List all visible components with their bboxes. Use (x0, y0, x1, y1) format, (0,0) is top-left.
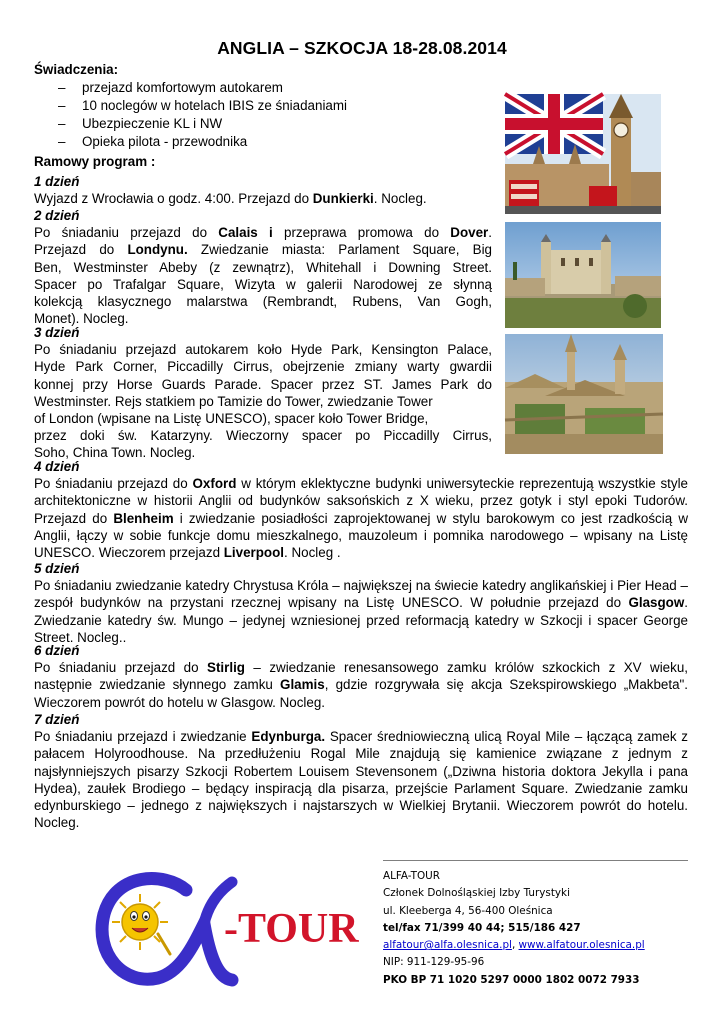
footer-divider (383, 860, 688, 861)
logo-text: -TOUR (224, 906, 359, 952)
membership: Członek Dolnośląskiej Izby Turystyki (383, 887, 570, 900)
day-text: konnej przy Horse Guards Parade. Spacer przez ST. James Park do (34, 376, 492, 392)
oxford-photo (505, 334, 663, 454)
day-4-section (34, 458, 688, 561)
nip: NIP: 911-129-95-96 (383, 956, 485, 969)
day-label: 6 dzień (34, 643, 80, 658)
bank-account: PKO BP 71 1020 5297 0000 1802 0072 7933 (383, 973, 640, 986)
benefit-item: – 10 noclegów w hotelach IBIS ze śniadaniami (58, 98, 347, 113)
day-text: Po śniadaniu zwiedzanie katedry Chrystusa Króla – największej na świecie katedry anglikańskiej i Pier Head – zespół budynków na przystani rzecznej wpisany na Listę UNESCO. W południe przejazd do Glasgow. Zwiedzanie katedry św. Mungo – jedynej wzniesionej przed reformacją katedry w Szkocji i spacer George Street. Nocleg.. (34, 578, 688, 645)
day-2-section (34, 207, 492, 327)
day-text: przez doki św. Katarzyny. Wieczorny spacer po Piccadilly Cirrus, (34, 428, 492, 444)
day-text: Monet). Nocleg. (34, 311, 129, 327)
day-label: 1 dzień (34, 174, 80, 189)
day-7-section (34, 711, 688, 831)
day-5-section (34, 560, 688, 646)
benefit-item: – przejazd komfortowym autokarem (58, 80, 283, 95)
day-6-section (34, 642, 688, 711)
day-text: Po śniadaniu przejazd autokarem koło Hyde Park, Kensington Palace, (34, 342, 492, 358)
day-text: Wyjazd z Wrocławia o godz. 4:00. Przejazd do Dunkierki. Nocleg. (34, 191, 427, 207)
day-text: Przejazd do Londynu. Zwiedzanie miasta: Parlament Square, Big (34, 242, 493, 258)
day-label: 7 dzień (34, 712, 80, 727)
day-text: Po śniadaniu przejazd i zwiedzanie Edynburga. Spacer średniowieczną ulicą Royal Mile – łączącą zamek z pałacem Holyroodhouse. Na przedłużeniu Rogal Mile znajdują się kamienice związane z jednym z najsłynniejszych pisarzy Szkocji Robertem Louisem Stevensonem („Dziwna historia doktora Jekylla i pana Hydea), zaułek Brodiego – będący inspiracją dla pisarza, przejście Parlament Square. Zwiedzanie zamku edynburskiego – jednego z największych i najstarszych w Wielkiej Brytanii. Wieczorem powrót do hotelu. Nocleg. (34, 729, 688, 831)
alfa-tour-logo (94, 862, 359, 992)
sun-mascot-icon (112, 894, 170, 954)
day-3-section (34, 324, 492, 462)
email-link[interactable]: alfatour@alfa.olesnica.pl (383, 939, 512, 952)
benefit-item: – Opieka pilota - przewodnika (58, 134, 248, 149)
day-text: Spacer po Trafalgar Square, Wizyta w galerii Narodowej ze słynną (34, 276, 492, 292)
day-text: kolekcją klasycznego malarstwa (Rembrandt, Rubens, Van Gogh, (34, 294, 492, 310)
address: ul. Kleeberga 4, 56-400 Oleśnica (383, 904, 553, 917)
day-text: Soho, China Town. Nocleg. (34, 445, 196, 461)
page-title: ANGLIA – SZKOCJA 18-28.08.2014 (217, 38, 507, 58)
day-text: Hyde Park Corner, Piccadilly Cirrus, obejrzenie zmiany warty gwardii (34, 359, 492, 375)
day-label: 2 dzień (34, 208, 80, 223)
day-text: Westminster. Rejs statkiem po Tamizie do Tower, zwiedzanie Tower (34, 393, 433, 409)
benefits-list (34, 79, 347, 151)
benefit-item: – Ubezpieczenie KL i NW (58, 116, 223, 131)
day-label: 3 dzień (34, 325, 80, 340)
alpha-logo-icon (102, 879, 232, 980)
phone: tel/fax 71/399 40 44; 515/186 427 (383, 921, 581, 934)
day-label: 5 dzień (34, 561, 80, 576)
website-link[interactable]: www.alfatour.olesnica.pl (518, 939, 645, 952)
day-text: Po śniadaniu przejazd do Stirlig – zwiedzanie renesansowego zamku królów szkockich z XV wieku, następnie zwiedzanie słynnego zamku Glamis, gdzie rozgrywała się akcja Szekspirowskiego „Makbeta". Wieczorem powrót do hotelu w Glasgow. Nocleg. (34, 660, 689, 710)
footer (383, 868, 645, 989)
day-label: 4 dzień (34, 459, 80, 474)
day-text: of London (wpisane na Listę UNESCO), spacer koło Tower Bridge, (34, 411, 429, 427)
day-text: Po śniadaniu przejazd do Calais i przeprawa promowa do Dover. (34, 225, 492, 241)
company-name: ALFA-TOUR (383, 870, 440, 882)
program-heading: Ramowy program : (34, 154, 156, 169)
contact-links: alfatour@alfa.olesnica.pl, www.alfatour.olesnica.pl (383, 939, 645, 952)
benefits-heading: Świadczenia: (34, 62, 119, 77)
london-big-ben-photo (505, 94, 661, 214)
day-text: Po śniadaniu przejazd do Oxford w którym eklektyczne budynki uniwersyteckie reprezentują wszystkie style architektoniczne w historii Anglii od budynków saksońskich z X wieku, przez gotyk i styl epoki Tudorów. Przejazd do Blenheim i zwiedzanie posiadłości zaprojektowanej w stylu barokowym co jest rzadkością w Anglii, łączy w sobie funkcje domu mieszkalnego, mauzoleum i pomnika narodowego – wpisany na Listę UNESCO. Wieczorem przejazd Liverpool. Nocleg . (34, 476, 688, 561)
tower-of-london-photo (505, 222, 661, 328)
day-1-section (34, 173, 492, 207)
day-text: Ben, Westminster Abeby (z zewnątrz), Whitehall i Downing Street. (34, 259, 492, 275)
